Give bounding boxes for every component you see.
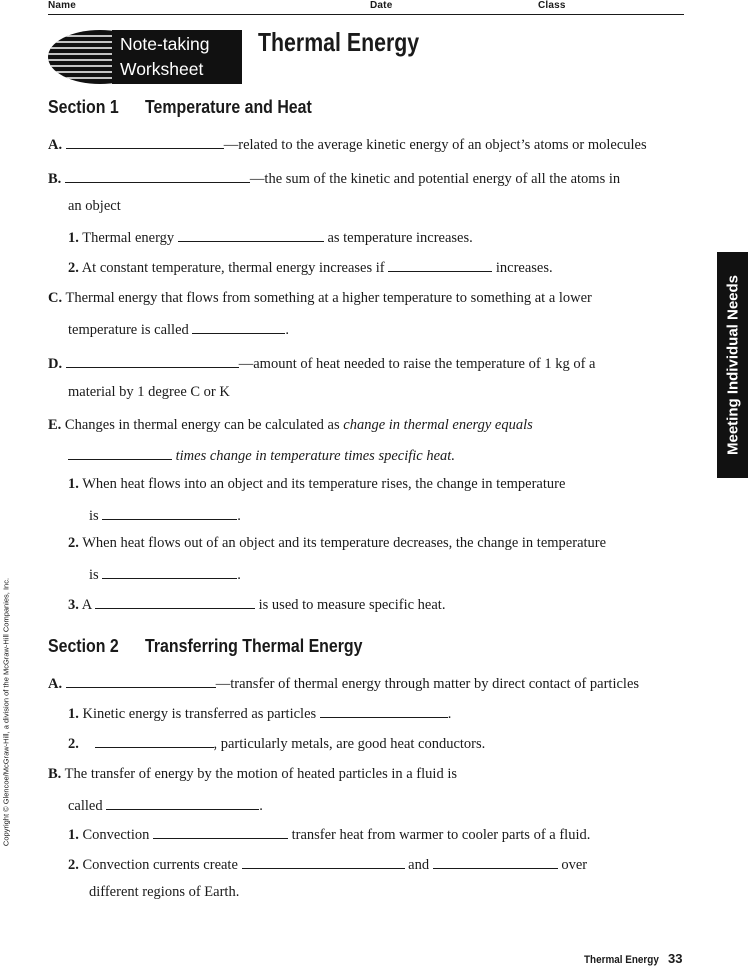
date-label: Date	[370, 0, 393, 11]
s2-b-item1	[68, 824, 590, 844]
s2-b1-post: transfer heat from warmer to cooler parts of a fluid.	[291, 826, 591, 843]
s2-b2-pre: Convection currents create	[82, 856, 238, 873]
s2-b2-num: 2.	[68, 856, 79, 873]
s2-a1-pre: Kinetic energy is transferred as particles	[82, 705, 317, 722]
s1-b1-post: as temperature increases.	[327, 229, 473, 246]
s1-c-text: Thermal energy that flows from something at a higher temperature to something at a lower	[65, 290, 592, 306]
s1-e2-text: When heat flows out of an object and its temperature decreases, the change in temperature	[82, 535, 607, 551]
s1-b-item2	[68, 257, 553, 277]
s2-b	[48, 765, 457, 783]
s2-b2-blank1[interactable]	[242, 854, 405, 869]
s2-b2-cont: different regions of Earth.	[89, 884, 240, 900]
s1-e1-cont	[89, 505, 241, 525]
page-title: Thermal Energy	[258, 27, 420, 57]
s1-e-cont	[68, 445, 455, 465]
s1-b-blank[interactable]	[65, 168, 250, 183]
badge-line1: Note-taking	[120, 34, 210, 54]
s1-b-cont: an object	[68, 198, 121, 214]
s1-e2-num: 2.	[68, 535, 79, 551]
s2-a-item1	[68, 703, 451, 723]
s2-a-label: A.	[48, 675, 63, 692]
s1-b-text: —the sum of the kinetic and potential energy of all the atoms in	[249, 170, 621, 187]
s1-a-text: —related to the average kinetic energy of an object’s atoms or molecules	[223, 136, 647, 153]
s1-b-label: B.	[48, 170, 62, 187]
s1-b1-blank[interactable]	[178, 227, 324, 242]
page-number: 33	[668, 951, 683, 966]
s2-a	[48, 673, 639, 693]
s2-a2-post: , particularly metals, are good heat conductors.	[213, 735, 486, 752]
s1-c-label: C.	[48, 290, 63, 306]
s2-a-blank[interactable]	[66, 673, 216, 688]
s1-e1-text: When heat flows into an object and its temperature rises, the change in temperature	[82, 476, 566, 492]
name-label: Name	[48, 0, 77, 11]
s1-a-blank[interactable]	[66, 134, 224, 149]
s1-c	[48, 289, 592, 307]
s2-a-text: —transfer of thermal energy through matter by direct contact of particles	[215, 675, 640, 692]
s1-d	[48, 353, 595, 373]
s1-a-label: A.	[48, 136, 63, 153]
s1-d-label: D.	[48, 355, 63, 372]
s1-e-cont-italic: times change in temperature times specific heat.	[175, 447, 455, 464]
s1-e1-blank[interactable]	[102, 505, 237, 520]
s1-e-italic: change in thermal energy equals	[343, 417, 533, 433]
s1-c-cont	[68, 319, 289, 339]
copyright: Copyright © Glencoe/McGraw-Hill, a division of the McGraw-Hill Companies, Inc.	[1, 577, 11, 847]
s2-a1-blank[interactable]	[320, 703, 448, 718]
section1-number: Section 1	[48, 96, 119, 117]
s1-e3-pre: A	[81, 596, 92, 613]
s1-d-cont: material by 1 degree C or K	[68, 384, 230, 400]
s1-e3-blank[interactable]	[95, 594, 255, 609]
note-taking-badge	[48, 28, 244, 86]
class-label: Class	[538, 0, 566, 11]
section1-title: Temperature and Heat	[145, 96, 312, 117]
s2-b1-pre: Convection	[82, 826, 150, 843]
s2-b2-blank2[interactable]	[433, 854, 558, 869]
s1-e-item2	[68, 534, 606, 552]
s2-b-cont-text: called	[68, 797, 103, 814]
s1-c-blank[interactable]	[192, 319, 285, 334]
s2-b-cont	[68, 795, 263, 815]
badge-line2: Worksheet	[120, 59, 204, 79]
s1-e2-cont-text: is	[89, 566, 99, 583]
side-tab-label: Meeting Individual Needs	[724, 274, 741, 456]
s1-b2-blank[interactable]	[388, 257, 492, 272]
s2-b-text: The transfer of energy by the motion of heated particles in a fluid is	[64, 766, 457, 782]
s2-a1-end: .	[447, 705, 452, 722]
s1-c-cont-text: temperature is called	[68, 321, 189, 338]
section2-title: Transferring Thermal Energy	[145, 635, 363, 656]
s1-d-text: —amount of heat needed to raise the temperature of 1 kg of a	[238, 355, 596, 372]
s2-b2-mid: and	[408, 856, 430, 873]
s1-e-label: E.	[48, 417, 62, 433]
s1-b-item1	[68, 227, 473, 247]
footer-title: Thermal Energy	[584, 954, 659, 966]
s1-e	[48, 416, 533, 434]
s1-b1-num: 1.	[68, 229, 79, 246]
s1-c-end: .	[285, 321, 290, 338]
s2-a1-num: 1.	[68, 705, 79, 722]
s1-e3-num: 3.	[68, 596, 79, 613]
s1-e-text: Changes in thermal energy can be calculated as	[64, 417, 340, 433]
s1-e-item3	[68, 594, 445, 614]
s1-e2-end: .	[237, 566, 241, 583]
s2-b-item2	[68, 854, 587, 874]
s1-e2-cont	[89, 564, 241, 584]
s1-e1-cont-text: is	[89, 507, 99, 524]
s1-b2-num: 2.	[68, 259, 79, 276]
section2-number: Section 2	[48, 635, 119, 656]
s1-b1-pre: Thermal energy	[82, 229, 175, 246]
s1-e1-num: 1.	[68, 476, 79, 492]
s2-a2-num: 2.	[68, 735, 79, 752]
s1-e1-end: .	[237, 507, 241, 524]
s2-b-blank[interactable]	[106, 795, 259, 810]
s1-e-blank[interactable]	[68, 445, 172, 460]
s1-e2-blank[interactable]	[102, 564, 237, 579]
s2-b1-blank[interactable]	[153, 824, 288, 839]
s1-e-item1	[68, 475, 565, 493]
s1-b	[48, 168, 620, 188]
side-tab	[717, 252, 748, 478]
header-rule	[48, 14, 684, 15]
s2-b-label: B.	[48, 766, 62, 782]
s1-b2-post: increases.	[495, 259, 553, 276]
s2-b1-num: 1.	[68, 826, 79, 843]
s1-a	[48, 134, 647, 154]
s1-e3-post: is used to measure specific heat.	[258, 596, 446, 613]
s1-d-blank[interactable]	[66, 353, 239, 368]
s2-a2-blank[interactable]	[95, 733, 214, 748]
s2-b2-post: over	[561, 856, 588, 873]
s2-b-end: .	[259, 797, 263, 814]
s2-a-item2	[68, 733, 485, 753]
s1-b2-pre: At constant temperature, thermal energy increases if	[81, 259, 385, 276]
